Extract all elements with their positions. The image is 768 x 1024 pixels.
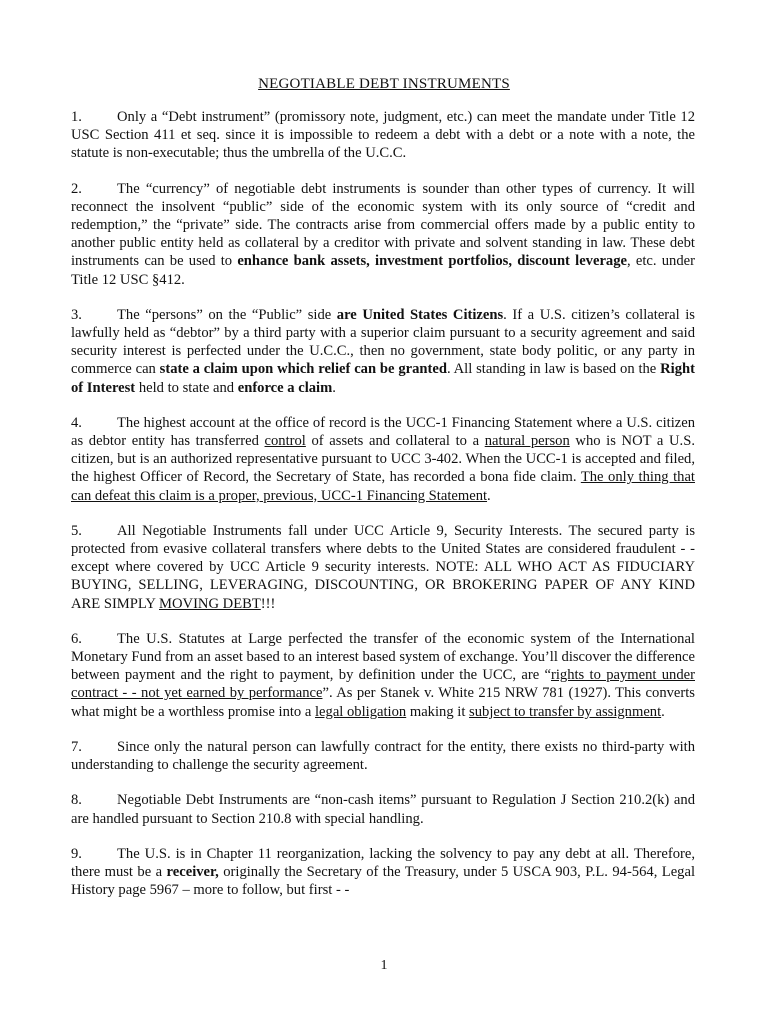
- bold-text: enhance bank assets, investment portfolios, discount leverage: [237, 253, 627, 270]
- paragraph: [71, 306, 695, 397]
- paragraph-number: 5.: [71, 522, 82, 539]
- paragraph: [71, 738, 695, 774]
- paragraph: [71, 791, 695, 827]
- paragraph-number: 8.: [71, 792, 82, 809]
- bold-text: receiver,: [166, 863, 219, 880]
- paragraph-text: ”. As per Stanek v. White 215 NRW 781 (1927). This converts what might be a worthless promise into a: [71, 685, 695, 720]
- bold-text: Right of Interest: [71, 361, 695, 396]
- paragraph-text: making it: [406, 703, 470, 720]
- paragraph-number: 6.: [71, 630, 82, 647]
- bold-text: enforce a claim: [237, 379, 333, 396]
- paragraph-text: The highest account at the office of record is the UCC-1 Financing Statement where a U.S. citizen as debtor entity has transferred: [71, 414, 695, 450]
- paragraph-text: The U.S. Statutes at Large perfected the transfer of the economic system of the International Monetary Fund from an asset based to an interest based system of exchange. You’ll discover the difference between payment and the right to payment, by definition under the UCC, are “: [71, 630, 695, 684]
- paragraph-text: .: [487, 487, 491, 504]
- paragraph-number: 2.: [71, 180, 82, 197]
- document-body: [71, 108, 695, 916]
- paragraph: [71, 522, 695, 613]
- paragraph-text: . If a U.S. citizen’s collateral is lawfully held as “debtor” by a third party with a superior claim pursuant to a security agreement and said security interest is perfected under the U.C.C., then no government, state body politic, or any party in commerce can: [71, 306, 695, 378]
- underlined-text: legal obligation: [315, 703, 407, 720]
- paragraph: [71, 630, 695, 721]
- paragraph-text: Since only the natural person can lawfully contract for the entity, there exists no third-party with understanding to challenge the security agreement.: [71, 738, 695, 774]
- paragraph-text: of assets and collateral to a: [305, 433, 485, 450]
- paragraph-text: All Negotiable Instruments fall under UCC Article 9, Security Interests. The secured party is protected from evasive collateral transfers where debts to the United States are considered fraudulent - - except where covered by UCC Article 9 security interests. NOTE: ALL WHO ACT AS FIDUCIARY BUYING, SELLING, LEVERAGING, DISCOUNTING, OR BROKERING PAPER OF ANY KIND ARE SIMPLY: [71, 522, 695, 612]
- underlined-text: natural person: [484, 433, 570, 450]
- paragraph-number: 3.: [71, 306, 82, 323]
- underlined-text: control: [264, 433, 306, 450]
- paragraph-number: 1.: [71, 109, 82, 125]
- paragraph-text: The “currency” of negotiable debt instruments is sounder than other types of currency. It will reconnect the insolvent “public” side of the economic system with its only source of “credit and redemption,” the “private” side. The contracts arise from commercial offers made by a public entity to another public entity held as collateral by a creditor with private and solvent standing in law. These debt instruments can be used to: [71, 180, 695, 270]
- paragraph-number: 7.: [71, 738, 82, 755]
- paragraph-text: !!!: [260, 595, 276, 612]
- paragraph: [71, 108, 695, 163]
- paragraph-text: . All standing in law is based on the: [446, 361, 661, 378]
- paragraph: [71, 845, 695, 900]
- underlined-text: rights to payment under contract - - not yet earned by performance: [71, 667, 695, 702]
- paragraph-text: originally the Secretary of the Treasury, under 5 USCA 903, P.L. 94-564, Legal History page 5967 – more to follow, but first - -: [71, 863, 695, 899]
- paragraph-text: Only a “Debt instrument” (promissory note, judgment, etc.) can meet the mandate under Title 12 USC Section 411 et seq. since it is impossible to redeem a debt with a debt or a note with a note, the statute is non-executable; thus the umbrella of the U.C.C.: [71, 109, 695, 162]
- paragraph-number: 4.: [71, 414, 82, 431]
- paragraph-text: , etc. under Title 12 USC §412.: [71, 253, 695, 288]
- paragraph-text: The U.S. is in Chapter 11 reorganization, lacking the solvency to pay any debt at all. Therefore, there must be a: [71, 845, 695, 880]
- underlined-text: MOVING DEBT: [159, 595, 261, 612]
- bold-text: are United States Citizens: [336, 306, 504, 323]
- paragraph: [71, 414, 695, 505]
- paragraph-text: The “persons” on the “Public” side: [117, 306, 337, 323]
- paragraph-text: held to state and: [135, 379, 238, 396]
- paragraph: [71, 180, 695, 289]
- bold-text: state a claim upon which relief can be granted: [159, 361, 447, 378]
- paragraph-number: 9.: [71, 845, 82, 862]
- underlined-text: subject to transfer by assignment: [469, 703, 662, 720]
- page-number: 1: [380, 958, 388, 973]
- paragraph-text: .: [661, 703, 665, 720]
- underlined-text: The only thing that can defeat this claim is a proper, previous, UCC-1 Financing Statement: [71, 469, 695, 504]
- paragraph-text: who is NOT a U.S. citizen, but is an authorized representative pursuant to UCC 3-402. When the UCC-1 is accepted and filed, the highest Officer of Record, the Secretary of State, has recorded a bona fide claim.: [71, 433, 695, 486]
- paragraph-text: Negotiable Debt Instruments are “non-cash items” pursuant to Regulation J Section 210.2(k) and are handled pursuant to Section 210.8 with special handling.: [71, 792, 695, 827]
- document-title: NEGOTIABLE DEBT INSTRUMENTS: [258, 76, 510, 92]
- paragraph-text: .: [332, 379, 336, 396]
